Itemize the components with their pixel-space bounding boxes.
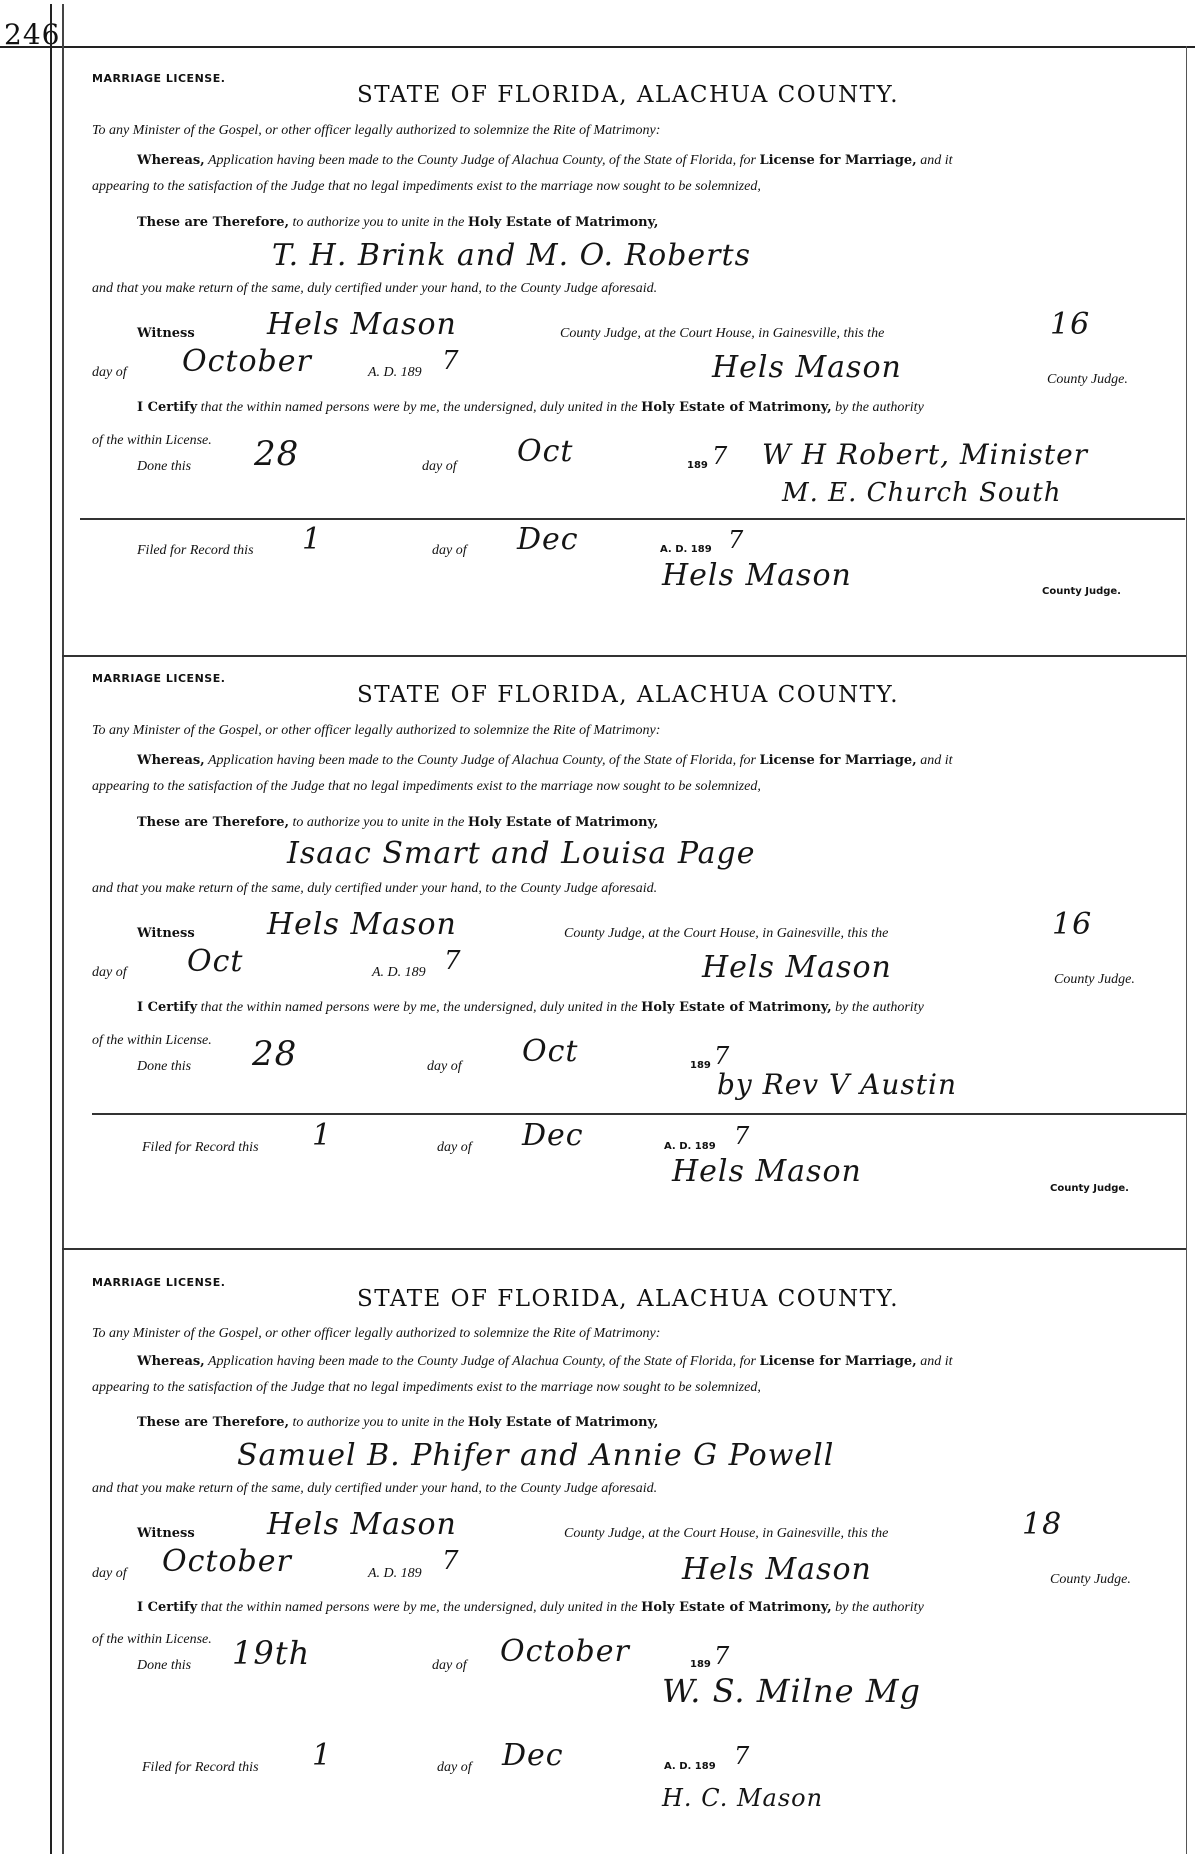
page-number: 246 [4,18,61,51]
marriage-license-1 [62,60,1186,660]
whereas-line: Whereas, Application having been made to the County Judge of Alachua County, of the State of Florida, for License for Marriage, and it [137,753,953,768]
filed-county-judge: County Judge. [1042,586,1121,597]
whereas-line: Whereas, Application having been made to the County Judge of Alachua County, of the State of Florida, for License for Marriage, and it [137,153,953,168]
done-day-of-label: day of [422,459,457,474]
filed-signature: H. C. Mason [662,1784,824,1812]
filed-ad-label: A. D. 189 [660,544,712,555]
margin-rule [1186,46,1187,1854]
appearing-line: appearing to the satisfaction of the Judge that no legal impediments exist to the marriage now sought to be solemnized, [92,779,761,794]
done-year: 7 [712,442,729,470]
ad-label: A. D. 189 [368,1566,422,1581]
witness-day: 16 [1050,307,1091,342]
top-rule [0,46,1195,48]
done-month: October [500,1634,630,1669]
address-line: To any Minister of the Gospel, or other officer legally authorized to solemnize the Rite of Matrimony: [92,123,661,138]
witness-label: Witness [137,326,195,341]
certify-line: I Certify that the within named persons were by me, the undersigned, duly united in the Holy Estate of Matrimony, by the authority [137,400,924,415]
filed-day: 1 [312,1738,333,1773]
done-year-prefix: 189 [690,1060,711,1071]
witness-text: County Judge, at the Court House, in Gainesville, this the [564,926,889,941]
license-label: MARRIAGE LICENSE. [92,672,226,685]
license-title: STATE OF FLORIDA, ALACHUA COUNTY. [357,82,900,108]
filed-label: Filed for Record this [137,543,254,558]
filed-month: Dec [517,522,579,557]
judge-signature: Hels Mason [682,1552,872,1587]
marriage-license-2 [62,660,1186,1255]
judge-signature: Hels Mason [702,950,892,985]
day-of-label: day of [92,1566,127,1581]
filed-ad-label: A. D. 189 [664,1141,716,1152]
done-year-prefix: 189 [687,460,708,471]
done-day: 28 [252,1034,298,1074]
done-day: 19th [232,1634,311,1672]
return-line: and that you make return of the same, duly certified under your hand, to the County Judge aforesaid. [92,1481,658,1496]
these-line: These are Therefore, to authorize you to unite in the Holy Estate of Matrimony, [137,815,659,830]
filed-label: Filed for Record this [142,1760,259,1775]
divider [80,518,1185,520]
year-digit: 7 [442,346,460,376]
couple-names: T. H. Brink and M. O. Roberts [272,238,751,273]
officiant-signature: W. S. Milne Mg [662,1672,921,1710]
done-this-label: Done this [137,1658,192,1673]
ad-label: A. D. 189 [368,365,422,380]
these-line: These are Therefore, to authorize you to unite in the Holy Estate of Matrimony, [137,1415,659,1430]
done-this-label: Done this [137,1059,192,1074]
done-year: 7 [714,1642,731,1670]
filed-day: 1 [312,1118,333,1153]
margin-rule [50,4,52,1854]
of-license-line: of the within License. [92,433,212,448]
county-judge-label: County Judge. [1050,1572,1131,1587]
appearing-line: appearing to the satisfaction of the Judge that no legal impediments exist to the marriage now sought to be solemnized, [92,1380,761,1395]
witness-label: Witness [137,1526,195,1541]
witness-day: 18 [1022,1507,1063,1542]
filed-day-of-label: day of [437,1140,472,1155]
done-day-of-label: day of [432,1658,467,1673]
witness-signature: Hels Mason [267,1507,457,1542]
witness-day: 16 [1052,907,1093,942]
month-value: October [162,1544,292,1579]
address-line: To any Minister of the Gospel, or other officer legally authorized to solemnize the Rite of Matrimony: [92,1326,661,1341]
witness-signature: Hels Mason [267,307,457,342]
license-separator [62,655,1186,657]
officiant-signature: by Rev V Austin [717,1068,957,1101]
filed-month: Dec [502,1738,564,1773]
witness-text: County Judge, at the Court House, in Gainesville, this the [564,1526,889,1541]
filed-day: 1 [302,522,323,557]
witness-signature: Hels Mason [267,907,457,942]
done-month: Oct [522,1034,579,1069]
license-title: STATE OF FLORIDA, ALACHUA COUNTY. [357,1286,900,1312]
year-digit: 7 [442,1546,460,1576]
filed-day-of-label: day of [437,1760,472,1775]
done-day: 28 [254,434,300,474]
witness-text: County Judge, at the Court House, in Gainesville, this the [560,326,885,341]
judge-signature: Hels Mason [712,350,902,385]
done-month: Oct [517,434,574,469]
officiant-church: M. E. Church South [782,478,1062,508]
day-of-label: day of [92,365,127,380]
month-value: October [182,344,312,379]
return-line: and that you make return of the same, duly certified under your hand, to the County Judge aforesaid. [92,881,658,896]
filed-day-of-label: day of [432,543,467,558]
done-day-of-label: day of [427,1059,462,1074]
certify-line: I Certify that the within named persons were by me, the undersigned, duly united in the Holy Estate of Matrimony, by the authority [137,1600,924,1615]
license-label: MARRIAGE LICENSE. [92,72,226,85]
license-title: STATE OF FLORIDA, ALACHUA COUNTY. [357,682,900,708]
done-this-label: Done this [137,459,192,474]
appearing-line: appearing to the satisfaction of the Judge that no legal impediments exist to the marriage now sought to be solemnized, [92,179,761,194]
license-separator [62,1248,1186,1250]
filed-signature: Hels Mason [672,1154,862,1189]
filed-month: Dec [522,1118,584,1153]
county-judge-label: County Judge. [1047,372,1128,387]
filed-year: 7 [734,1742,751,1770]
day-of-label: day of [92,965,127,980]
filed-signature: Hels Mason [662,558,852,593]
county-judge-label: County Judge. [1054,972,1135,987]
couple-names: Samuel B. Phifer and Annie G Powell [237,1438,835,1473]
filed-county-judge: County Judge. [1050,1183,1129,1194]
couple-names: Isaac Smart and Louisa Page [287,836,756,871]
of-license-line: of the within License. [92,1632,212,1647]
address-line: To any Minister of the Gospel, or other officer legally authorized to solemnize the Rite of Matrimony: [92,723,661,738]
ad-label: A. D. 189 [372,965,426,980]
whereas-line: Whereas, Application having been made to the County Judge of Alachua County, of the State of Florida, for License for Marriage, and it [137,1354,953,1369]
certify-line: I Certify that the within named persons were by me, the undersigned, duly united in the Holy Estate of Matrimony, by the authority [137,1000,924,1015]
done-year-prefix: 189 [690,1659,711,1670]
marriage-license-3 [62,1262,1186,1852]
month-value: Oct [187,944,244,979]
of-license-line: of the within License. [92,1033,212,1048]
return-line: and that you make return of the same, duly certified under your hand, to the County Judge aforesaid. [92,281,658,296]
license-label: MARRIAGE LICENSE. [92,1276,226,1289]
witness-label: Witness [137,926,195,941]
filed-year: 7 [734,1122,751,1150]
filed-ad-label: A. D. 189 [664,1761,716,1772]
these-line: These are Therefore, to authorize you to unite in the Holy Estate of Matrimony, [137,215,659,230]
filed-year: 7 [728,526,745,554]
year-digit: 7 [444,946,462,976]
done-year: 7 [714,1042,731,1070]
divider [92,1113,1186,1115]
filed-label: Filed for Record this [142,1140,259,1155]
officiant-signature: W H Robert, Minister [762,438,1089,471]
